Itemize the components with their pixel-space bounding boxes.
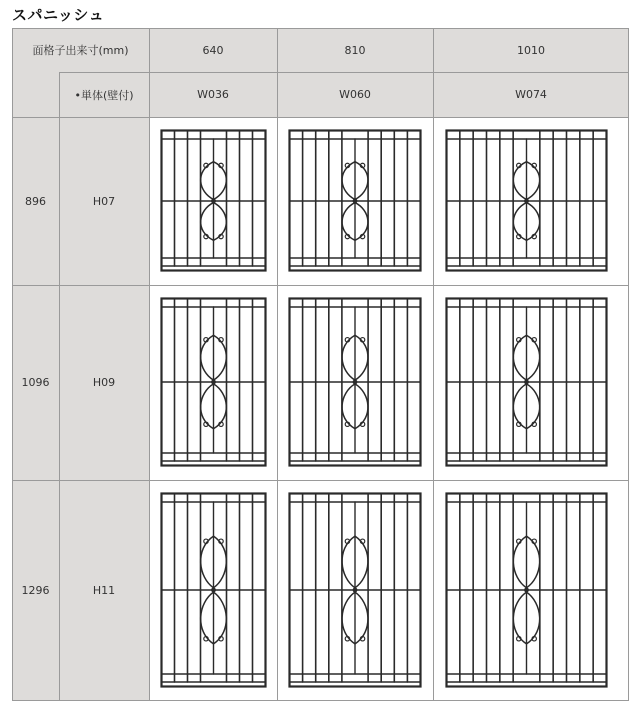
grid-line (12, 480, 629, 481)
grille-svg (288, 129, 422, 272)
height-value: 1096 (21, 376, 50, 389)
height-code: H09 (92, 376, 116, 389)
type-header-label: •単体(壁付) (74, 88, 134, 102)
grille-drawing-w060-h09 (288, 297, 422, 467)
grille-drawing-w036-h07 (160, 129, 267, 272)
width-label: 1010 (517, 43, 545, 57)
grille-svg (160, 492, 267, 688)
grille-svg (445, 297, 608, 467)
grille-drawing-w074-h09 (445, 297, 608, 467)
grid-line (59, 72, 629, 73)
grid-line (433, 28, 434, 701)
dimension-header-label: 面格子出来寸(mm) (32, 44, 129, 57)
width-header-1010 (433, 28, 629, 72)
height-value: 1296 (21, 584, 50, 597)
grid-line (12, 28, 13, 701)
width-code: W060 (339, 88, 371, 101)
code-cell-h11 (59, 480, 149, 701)
width-code-w074 (433, 72, 629, 117)
width-label: 810 (344, 43, 366, 57)
grille-drawing-w060-h11 (288, 492, 422, 688)
width-label: 640 (202, 43, 224, 57)
grid-line (149, 28, 150, 701)
page-title: スパニッシュ (12, 6, 105, 24)
grille-drawing-w074-h07 (445, 129, 608, 272)
width-header-640 (149, 28, 277, 72)
grille-svg (445, 492, 608, 688)
grille-svg (288, 492, 422, 688)
grille-svg (445, 129, 608, 272)
grille-drawing-w074-h11 (445, 492, 608, 688)
height-cell-1096 (12, 285, 59, 480)
grille-svg (160, 297, 267, 467)
grille-svg (160, 129, 267, 272)
width-header-810 (277, 28, 433, 72)
grid-line (12, 117, 629, 118)
dimension-header-cell (12, 28, 149, 72)
code-cell-h07 (59, 117, 149, 285)
width-code: W036 (197, 88, 229, 101)
grid-line (12, 28, 629, 29)
grille-drawing-w036-h09 (160, 297, 267, 467)
height-cell-896 (12, 117, 59, 285)
width-code: W074 (515, 88, 547, 101)
height-value: 896 (25, 194, 46, 208)
grille-drawing-w036-h11 (160, 492, 267, 688)
grille-svg (288, 297, 422, 467)
header-corner-blank (12, 72, 59, 117)
grille-drawing-w060-h07 (288, 129, 422, 272)
height-code: H11 (92, 584, 116, 597)
height-cell-1296 (12, 480, 59, 701)
grid-line (59, 72, 60, 701)
width-code-w036 (149, 72, 277, 117)
height-code: H07 (92, 194, 116, 208)
type-header-cell (59, 72, 149, 117)
grid-line (12, 700, 629, 701)
size-table (12, 28, 629, 701)
code-cell-h09 (59, 285, 149, 480)
width-code-w060 (277, 72, 433, 117)
grid-line (12, 285, 629, 286)
grid-line (277, 28, 278, 701)
